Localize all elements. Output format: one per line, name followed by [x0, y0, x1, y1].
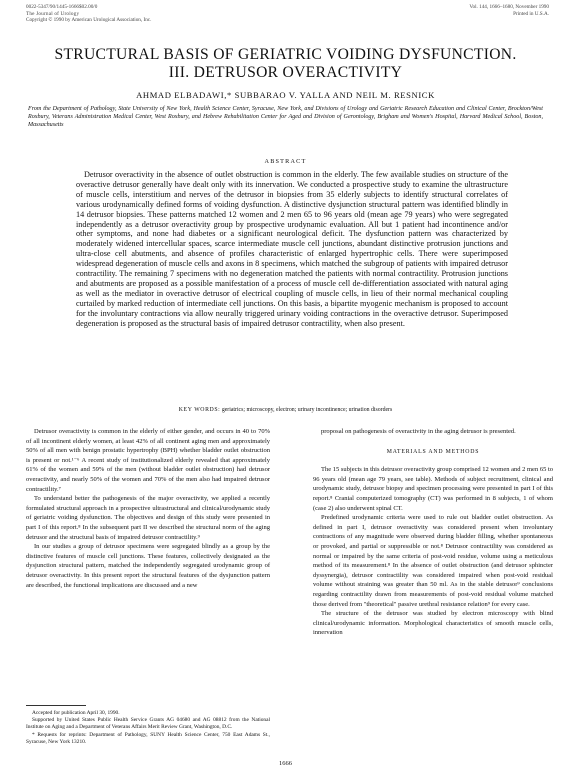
journal-name: The Journal of Urology [26, 10, 80, 17]
reprints-note: * Requests for reprints: Department of Pathology, SUNY Health Science Center, 750 East Adams St., Syracuse, New York 13210. [26, 731, 270, 745]
keywords-line [30, 407, 541, 413]
footnotes [26, 710, 270, 746]
keywords-text: geriatrics; microscopy, electron; urinary incontinence; urination disorders [221, 407, 393, 413]
intro-continuation: proposal on pathogenesis of overactivity in the aging detrusor is presented. [321, 428, 516, 435]
accepted-note: Accepted for publication April 30, 1990. [32, 710, 120, 716]
methods-paragraph-3: The structure of the detrusor was studied by electron microscopy with blind clinical/urodynamic information. Morphological characteristics of smooth muscle cells, innervation [313, 610, 553, 637]
page-number: 1666 [279, 760, 292, 767]
author-list: AHMAD ELBADAWI,* SUBBARAO V. YALLA AND NEIL M. RESNICK [136, 90, 435, 100]
intro-paragraph-3: In our studies a group of detrusor specimens were segregated blindly as a group by the distinctive features of muscle cell junctions. These features, collectively designated as the dysjunction structural pattern, matched the independently segregated urodynamic group of detrusor overactivity. In this present report the structural features of the dysjunction pattern are described, the functional implications are discussed and a new [26, 543, 270, 589]
abstract-text: Detrusor overactivity in the absence of outlet obstruction is common in the elderly. The few available studies on structure of the overactive detrusor generally have dealt only with its innervation. We conducted a prospective study to examine the ultrastructure of muscle cells, interstitium and nerves of the detrusor in biopsies from 35 elderly subjects to identify structural correlates of various urodynamically defined forms of voiding dysfunction. A distinctive dysjunction structural pattern was identified blindly in 14 detrusor biopsies. These patterns matched 12 women and 2 men 65 to 96 years old (mean age 79 years) who were segregated independently as a detrusor overactivity group by prospective urodynamic evaluation. All but 1 patient had incontinence and/or other symptoms, and none had diabetes or a significant neurological deficit. The dysfunction pattern was characterized by moderately widened intercellular spaces, scarce intermediate muscle cell junctions, abundant distinctive protrusion junctions and ultra-close cell abutments, and absence of profiles characteristic of enlarged hypertrophic cells. There were superimposed widespread degeneration of muscle cells and axons in 8 specimens, which matched the subgroup of patients with impaired detrusor contractility. The remaining 7 specimens with no degeneration matched the patients with normal contractility. Protrusion junctions and abutments are proposed as a possible manifestation of a process of muscle cell de-differentiation associated with natural aging as well as the mediator in overactive detrusor of electrical coupling of muscle cells, in lieu of their normal mechanical coupling curtailed by marked reduction of intermediate cell junctions. On this basis, a bipartite myogenic mechanism is proposed to account for the involuntary contractions via allow neurally triggered urinary voiding contractions in the overactive detrusor. Superimposed degeneration is proposed as the structural basis of impaired detrusor contractility, when also present. [76, 170, 508, 328]
intro-paragraph-1: Detrusor overactivity is common in the elderly of either gender, and occurs in 40 to 70% of all incontinent elderly women, at least 42% of all continent aging men and approximately 50% of all men with benign prostatic hypertrophy (BPH) whether bladder outlet obstruction is present or not.¹⁻⁶ A recent study of institutionalized elderly revealed that approximately 61% of the women and 59% of the men (without bladder outlet obstruction) had detrusor overactivity, and nearly 50% of the women and 70% of the men also had impaired detrusor contractility.⁷ [26, 428, 270, 493]
intro-paragraph-2: To understand better the pathogenesis of the major overactivity, we applied a recently formulated structural approach in a prospective ultrastructural and clinical/urodynamic study of geriatric voiding dysfunction. The objectives and design of this study were presented in part I of this report.⁸ In the subsequent part II we described the structural norm of the aging detrusor and the structural basis of impaired detrusor contractility.⁹ [26, 495, 270, 541]
abstract-heading: ABSTRACT [264, 158, 307, 165]
body-column-right [313, 427, 553, 638]
affiliation: From the Department of Pathology, State University of New York, Health Science Center, Syracuse, New York, and Divisions of Urology and Geriatric Research Education and Clinical Center, Brockton/West Roxbury, Veterans Administration Medical Center, West Roxbury, and Hebrew Rehabilitation Center for Aged and Division of Gerontology, Brigham and Women's Hospital, Harvard Medical School, Boston, Massachusetts [28, 106, 543, 129]
copyright-line: Copyright © 1990 by American Urological Association, Inc. [26, 17, 152, 24]
methods-paragraph-1: The 15 subjects in this detrusor overactivity group comprised 12 women and 2 men 65 to 96 years old (mean age 79 years, see table). Methods of subject recruitment, clinical and urodynamic study, detrusor biopsy and specimen processing were presented in part I of this report.⁸ Cranial computerized tomography (CT) was performed in 8 subjects, 1 of whom (case 2) also underwent spinal CT. [313, 466, 553, 512]
volume-line: Vol. 144, 1666–1680, November 1990 [469, 4, 549, 10]
title-line-1: STRUCTURAL BASIS OF GERIATRIC VOIDING DYSFUNCTION. [54, 46, 517, 63]
abstract-body [76, 170, 508, 329]
printed-in-line: Printed in U.S.A. [513, 10, 549, 17]
body-column-left [26, 427, 270, 590]
title-line-2: III. DETRUSOR OVERACTIVITY [168, 64, 403, 81]
article-title [30, 46, 541, 82]
issn-line: 0022-5347/90/1445-1666$02.00/0 [26, 4, 98, 10]
support-note: Supported by United States Public Health Service Grants AG 04680 and AG 08812 from the National Institute on Aging and a Department of Veterans Affairs Merit Review Grant, Washington, D.C. [26, 717, 270, 731]
keywords-label: KEY WORDS: [178, 407, 221, 413]
methods-paragraph-2: Predefined urodynamic criteria were used to rule out bladder outlet obstruction. As defined in part I, detrusor overactivity was considered present when involuntary contractions of any magnitude were observed during bladder filling, whether spontaneous or provoked, and partial or suppressible or not.⁸ Detrusor contractility was considered as normal or impaired by the same criteria of post-void residue, volume using a meticulous method of its measurement.⁸ In the absence of outlet obstruction (and detrusor sphincter dyssynergia), detrusor contractility was considered impaired when post-void residual volume without straining was greater than 50 ml. As in the stable detrusor⁹ conclusions regarding contractility drawn from measurements of post-void residual volume matched those derived from "theoretical" passive urethral resistance relation⁹ for every case. [313, 514, 553, 608]
footnote-divider [26, 705, 86, 706]
methods-heading: MATERIALS AND METHODS [386, 448, 480, 455]
journal-header-right [469, 4, 549, 17]
journal-header-left [26, 4, 151, 24]
